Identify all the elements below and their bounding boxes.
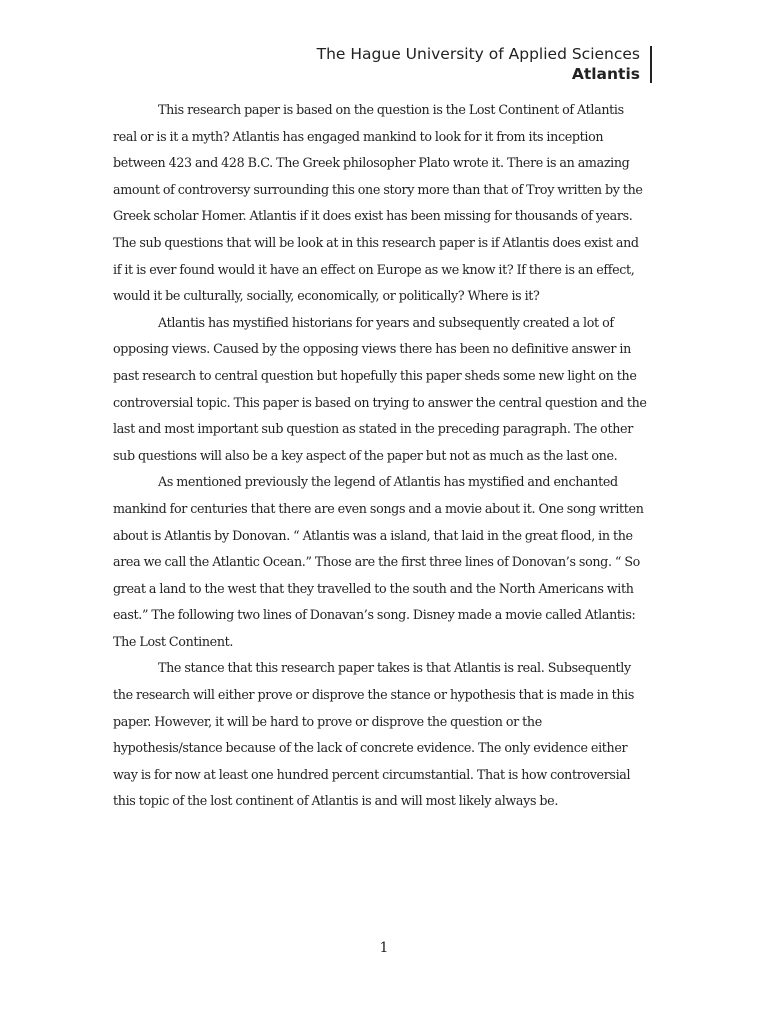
header-divider (650, 46, 652, 83)
page-header (317, 44, 640, 84)
body-paragraph-2: Atlantis has mystified historians for years and subsequently created a lot of opposing views. Caused by the opposing views there has been no definitive answer in past research to central question but hopefully this paper sheds some new light on the controversial topic. This paper is based on trying to answer the central question and the last and most important sub question as stated in the preceding paragraph. The other sub questions will also be a key aspect of the paper but not as much as the last one. (113, 314, 647, 463)
header-title: Atlantis (571, 65, 640, 83)
header-institution: The Hague University of Applied Sciences (316, 45, 640, 63)
body-paragraph-1: This research paper is based on the question is the Lost Continent of Atlantis real or is it a myth? Atlantis has engaged mankind to look for it from its inception between 423 and 428 B.C. The Greek philosopher Plato wrote it. There is an amazing amount of controversy surrounding this one story more than that of Troy written by the Greek scholar Homer. Atlantis if it does exist has been missing for thousands of years. The sub questions that will be look at in this research paper is if Atlantis does exist and if it is ever found would it have an effect on Europe as we know it? If there is an effect, would it be culturally, socially, economically, or politically? Where is it? (113, 102, 643, 304)
body-paragraph-4: The stance that this research paper takes is that Atlantis is real. Subsequently the research will either prove or disprove the stance or hypothesis that is made in this paper. However, it will be hard to prove or disprove the question or the hypothesis/stance because of the lack of concrete evidence. The only evidence either way is for now at least one hundred percent circumstantial. That is how controversial this topic of the lost continent of Atlantis is and will most likely always be. (113, 660, 635, 809)
document-body (113, 97, 647, 815)
body-paragraph-3: As mentioned previously the legend of Atlantis has mystified and enchanted mankind for centuries that there are even songs and a movie about it. One song written about is Atlantis by Donovan. “ Atlantis was a island, that laid in the great flood, in the area we call the Atlantic Ocean.” Those are the first three lines of Donovan’s song. “ So great a land to the west that they travelled to the south and the North Americans with east.” The following two lines of Donavan’s song. Disney made a movie called Atlantis: The Lost Continent. (113, 474, 644, 649)
page-number: 1 (379, 940, 389, 956)
